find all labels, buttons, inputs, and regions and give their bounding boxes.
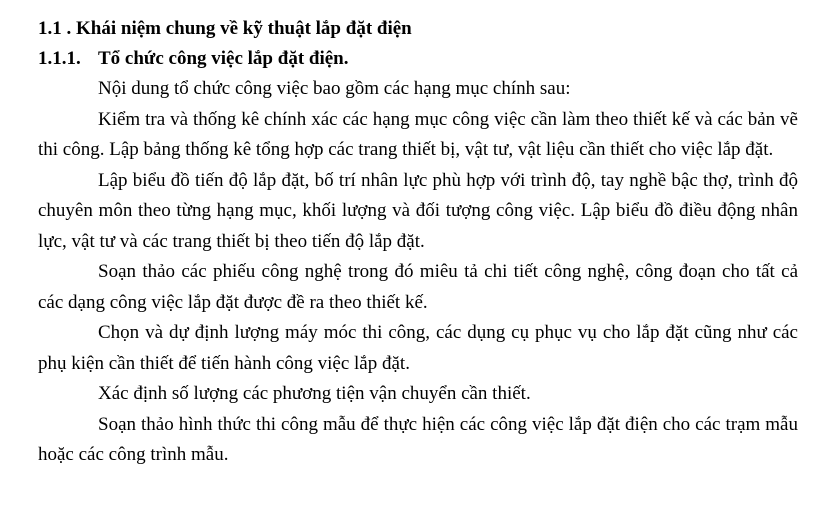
subsection-number: 1.1.1. bbox=[38, 48, 81, 69]
paragraph-item: Lập biểu đồ tiến độ lắp đặt, bố trí nhân lực phù hợp với trình độ, tay nghề bậc thợ, trình độ chuyên môn theo từng hạng mục, khối lượng và đối tượng công việc. Lập biểu đồ điều động nhân lực, vật tư và các trang thiết bị theo tiến độ lắp đặt. bbox=[38, 169, 798, 252]
section-heading: 1.1 . Khái niệm chung về kỹ thuật lắp đặt điện bbox=[38, 18, 412, 39]
paragraph-intro: Nội dung tổ chức công việc bao gồm các hạng mục chính sau: bbox=[98, 78, 571, 99]
document-page bbox=[38, 14, 798, 471]
paragraph-item: Xác định số lượng các phương tiện vận chuyển cần thiết. bbox=[98, 383, 531, 404]
paragraph-item: Kiểm tra và thống kê chính xác các hạng mục công việc cần làm theo thiết kế và các bản vẽ thi công. Lập bảng thống kê tổng hợp các trang thiết bị, vật tư, vật liệu cần thiết cho việc lắp đặt. bbox=[38, 108, 798, 160]
paragraph-item: Soạn thảo hình thức thi công mẫu để thực hiện các công việc lắp đặt điện cho các trạm mẫu hoặc các công trình mẫu. bbox=[38, 413, 798, 465]
paragraph-item: Soạn thảo các phiếu công nghệ trong đó miêu tả chi tiết công nghệ, công đoạn cho tất cả các dạng công việc lắp đặt được đề ra theo thiết kế. bbox=[38, 261, 798, 313]
subsection-title: Tổ chức công việc lắp đặt điện. bbox=[98, 48, 349, 69]
paragraph-item: Chọn và dự định lượng máy móc thi công, các dụng cụ phục vụ cho lắp đặt cũng như các phụ kiện cần thiết để tiến hành công việc lắp đặt. bbox=[38, 322, 798, 374]
subsection-heading bbox=[38, 44, 798, 74]
